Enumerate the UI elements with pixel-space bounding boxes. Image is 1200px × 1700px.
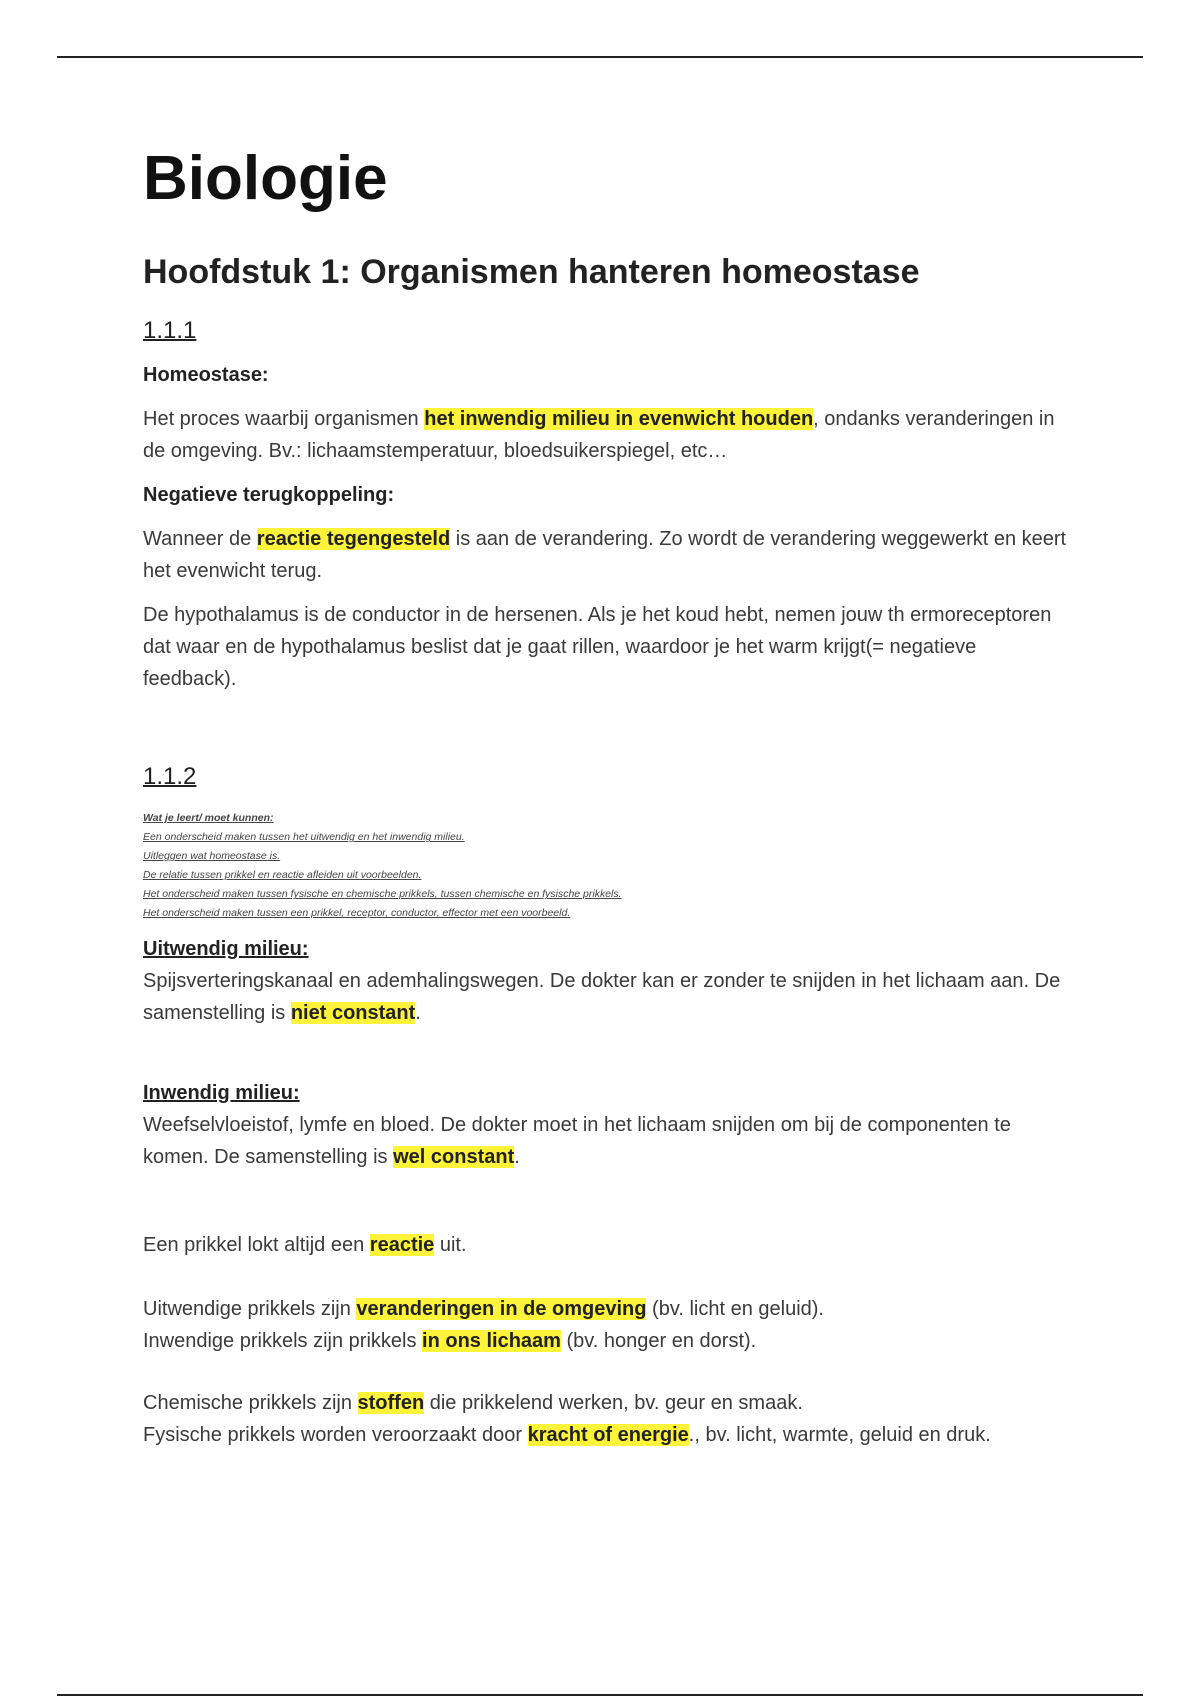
objective-item: Uitleggen wat homeostase is. xyxy=(143,850,281,863)
homeostase-label: Homeostase: xyxy=(143,364,269,387)
homeostase-definition: Het proces waarbij organismen het inwendig milieu in evenwicht houden, ondanks veranderingen in de omgeving. Bv.: lichaamstemperatuur, bloedsuikerspiegel, etc… xyxy=(143,408,1055,463)
chapter-heading: Hoofdstuk 1: Organismen hanteren homeostase xyxy=(143,253,920,291)
learning-objectives xyxy=(143,809,1073,923)
highlight: stoffen xyxy=(357,1392,425,1415)
document-page xyxy=(143,144,1073,1451)
external-stimuli-text: Uitwendige prikkels zijn veranderingen in de omgeving (bv. licht en geluid). xyxy=(143,1298,824,1321)
internal-environment-text: Weefselvloeistof, lymfe en bloed. De dokter moet in het lichaam snijden om bij de componenten te komen. De samenstelling is wel constant. xyxy=(143,1114,1011,1169)
highlight: reactie xyxy=(369,1234,435,1257)
objective-item: Het onderscheid maken tussen een prikkel, receptor, conductor, effector met een voorbeeld. xyxy=(143,907,571,920)
bottom-rule xyxy=(57,1694,1143,1696)
top-rule xyxy=(57,56,1143,58)
internal-environment-label: Inwendig milieu: xyxy=(143,1082,300,1105)
objective-item: Het onderscheid maken tussen fysische en chemische prikkels, tussen chemische en fysische prikkels. xyxy=(143,888,622,901)
section-heading-1-1-1: 1.1.1 xyxy=(143,317,197,345)
highlight: het inwendig milieu in evenwicht houden xyxy=(424,408,814,431)
objective-item: De relatie tussen prikkel en reactie afleiden uit voorbeelden. xyxy=(143,869,422,882)
highlight: in ons lichaam xyxy=(422,1330,561,1353)
highlight: niet constant xyxy=(290,1002,416,1025)
objective-item: Een onderscheid maken tussen het uitwendig en het inwendig milieu. xyxy=(143,831,465,844)
highlight: wel constant xyxy=(393,1146,515,1169)
page-title: Biologie xyxy=(143,144,388,213)
highlight: reactie tegengesteld xyxy=(256,528,451,551)
highlight: veranderingen in de omgeving xyxy=(356,1298,647,1321)
internal-stimuli-text: Inwendige prikkels zijn prikkels in ons lichaam (bv. honger en dorst). xyxy=(143,1330,757,1353)
stimulus-reaction-text: Een prikkel lokt altijd een reactie uit. xyxy=(143,1234,467,1257)
negative-feedback-definition: Wanneer de reactie tegengesteld is aan de verandering. Zo wordt de verandering weggewerkt en keert het evenwicht terug. xyxy=(143,528,1067,583)
chemical-stimuli-text: Chemische prikkels zijn stoffen die prikkelend werken, bv. geur en smaak. xyxy=(143,1392,803,1415)
hypothalamus-paragraph: De hypothalamus is de conductor in de hersenen. Als je het koud hebt, nemen jouw th ermoreceptoren dat waar en de hypothalamus beslist dat je gaat rillen, waardoor je het warm krijgt(= negatieve feedback). xyxy=(143,604,1052,691)
external-environment-label: Uitwendig milieu: xyxy=(143,938,309,961)
negative-feedback-label: Negatieve terugkoppeling: xyxy=(143,484,395,507)
objectives-heading: Wat je leert/ moet kunnen: xyxy=(143,812,274,825)
highlight: kracht of energie xyxy=(527,1424,689,1447)
physical-stimuli-text: Fysische prikkels worden veroorzaakt door kracht of energie., bv. licht, warmte, geluid en druk. xyxy=(143,1424,991,1447)
section-heading-1-1-2: 1.1.2 xyxy=(143,763,197,791)
external-environment-text: Spijsverteringskanaal en ademhalingswegen. De dokter kan er zonder te snijden in het lichaam aan. De samenstelling is niet constant. xyxy=(143,970,1061,1025)
